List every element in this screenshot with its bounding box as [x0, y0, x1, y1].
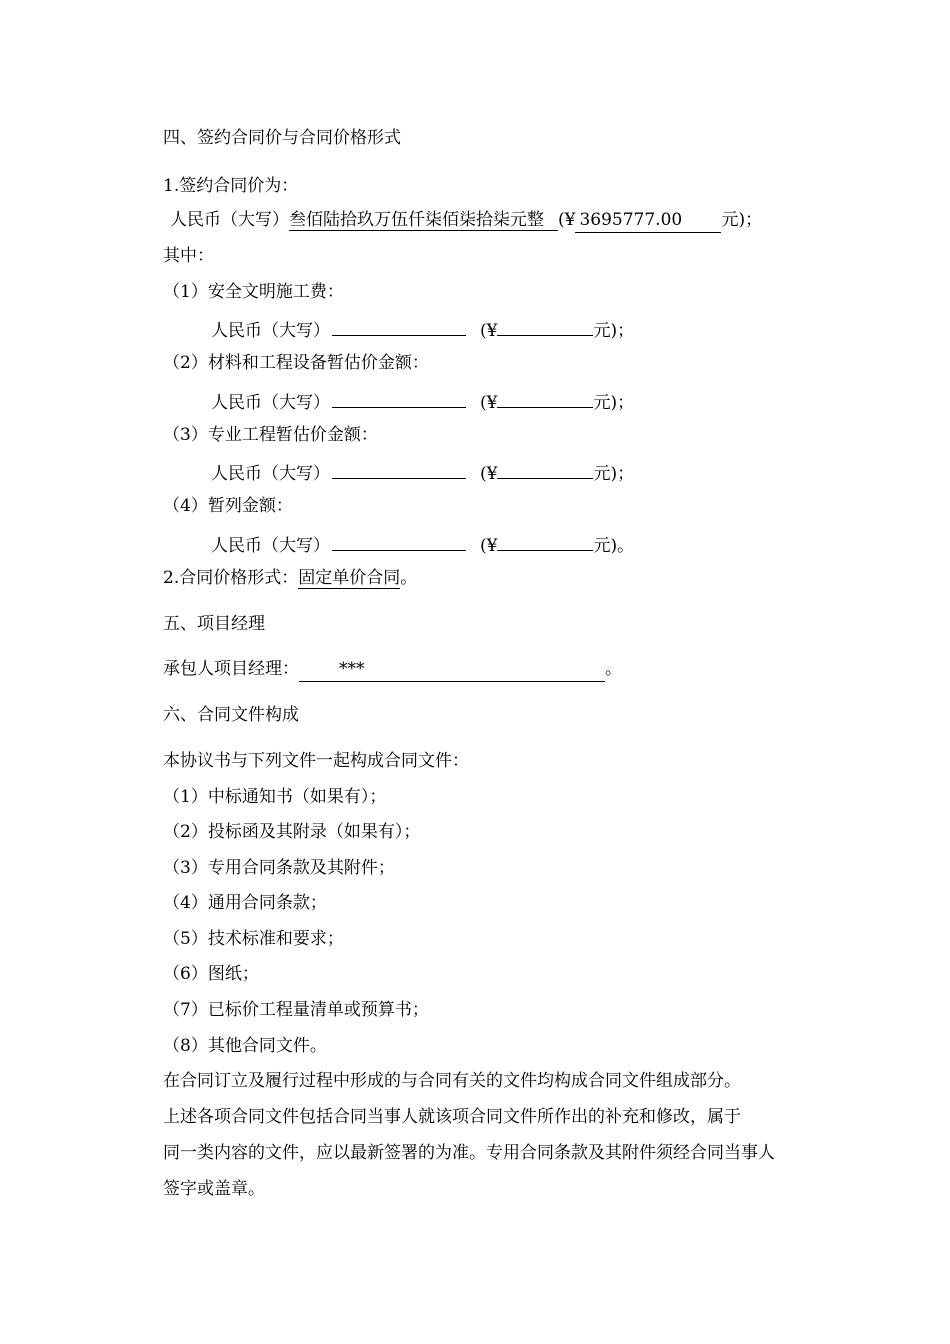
sub-item-prefix: 人民币（大写）: [211, 536, 330, 556]
sub-item-suffix: 元)。: [593, 536, 635, 556]
sub-item-amount-line: [211, 458, 634, 482]
paragraph-2-line-3: 签字或盖章。: [163, 1179, 265, 1199]
project-manager-label: 承包人项目经理：: [163, 659, 299, 679]
project-manager-line: [163, 657, 622, 681]
sub-item-prefix: 人民币（大写）: [211, 321, 330, 341]
sub-item-label: （3）专业工程暂估价金额：: [163, 425, 378, 445]
sub-item-label: （4）暂列金额：: [163, 496, 293, 516]
total-price-suffix: 元)；: [721, 210, 763, 230]
document-list-item: （7）已标价工程量清单或预算书；: [163, 1000, 429, 1020]
document-list-item: （8）其他合同文件。: [163, 1036, 327, 1056]
section-5-title: 五、项目经理: [163, 614, 265, 634]
amount-number-blank: [497, 458, 593, 479]
paragraph-2-line-1: 上述各项合同文件包括合同当事人就该项合同文件所作出的补充和修改，属于: [163, 1107, 741, 1127]
total-price-line: [170, 208, 762, 232]
project-manager-end: 。: [605, 659, 622, 679]
amount-number-blank: [497, 315, 593, 336]
price-form-value: 固定单价合同: [298, 568, 401, 588]
total-price-paren-open: (¥: [558, 210, 576, 230]
amount-words-blank: [332, 387, 466, 408]
amount-words-blank: [332, 530, 466, 551]
sub-item-prefix: 人民币（大写）: [211, 393, 330, 413]
amount-words-blank: [332, 458, 466, 479]
amount-words-blank: [332, 315, 466, 336]
documents-intro: 本协议书与下列文件一起构成合同文件：: [163, 751, 469, 771]
sub-item-suffix: 元)；: [593, 393, 635, 413]
price-form-label: 2.合同价格形式：: [163, 568, 299, 588]
sub-item-amount-line: [211, 315, 634, 339]
total-price-number: 3695777.00: [575, 208, 721, 233]
sub-item-suffix: 元)；: [593, 464, 635, 484]
document-list-item: （2）投标函及其附录（如果有）；: [163, 822, 421, 842]
document-list-item: （3）专用合同条款及其附件；: [163, 858, 395, 878]
section-4-title: 四、签约合同价与合同价格形式: [163, 128, 401, 148]
amount-number-blank: [497, 387, 593, 408]
sub-item-label: （1）安全文明施工费：: [163, 282, 344, 302]
document-list-item: （1）中标通知书（如果有）；: [163, 787, 387, 807]
project-manager-value: ***: [299, 657, 605, 682]
sub-item-amount-line: [211, 530, 634, 554]
price-form-end: 。: [400, 568, 418, 588]
paragraph-2-line-2: 同一类内容的文件，应以最新签署的为准。专用合同条款及其附件须经合同当事人: [163, 1143, 775, 1163]
sub-item-amount-line: [211, 387, 634, 411]
sub-item-suffix: 元)；: [593, 321, 635, 341]
document-list-item: （5）技术标准和要求；: [163, 929, 344, 949]
document-list-item: （4）通用合同条款；: [163, 893, 327, 913]
sub-item-paren-open: (¥: [480, 464, 498, 484]
total-price-words: 叁佰陆拾玖万伍仟柒佰柒拾柒元整: [289, 210, 558, 231]
sub-item-paren-open: (¥: [480, 536, 498, 556]
price-form-line: [163, 566, 417, 590]
sub-item-prefix: 人民币（大写）: [211, 464, 330, 484]
sub-item-paren-open: (¥: [480, 321, 498, 341]
section-6-title: 六、合同文件构成: [163, 705, 299, 725]
total-price-prefix: 人民币（大写）: [170, 210, 289, 230]
paragraph-1: 在合同订立及履行过程中形成的与合同有关的文件均构成合同文件组成部分。: [163, 1071, 741, 1091]
contract-price-heading: 1.签约合同价为：: [163, 176, 299, 196]
amount-number-blank: [497, 530, 593, 551]
sub-item-paren-open: (¥: [480, 393, 498, 413]
among-label: 其中：: [163, 246, 214, 266]
sub-item-label: （2）材料和工程设备暂估价金额：: [163, 353, 429, 373]
document-list-item: （6）图纸；: [163, 964, 259, 984]
